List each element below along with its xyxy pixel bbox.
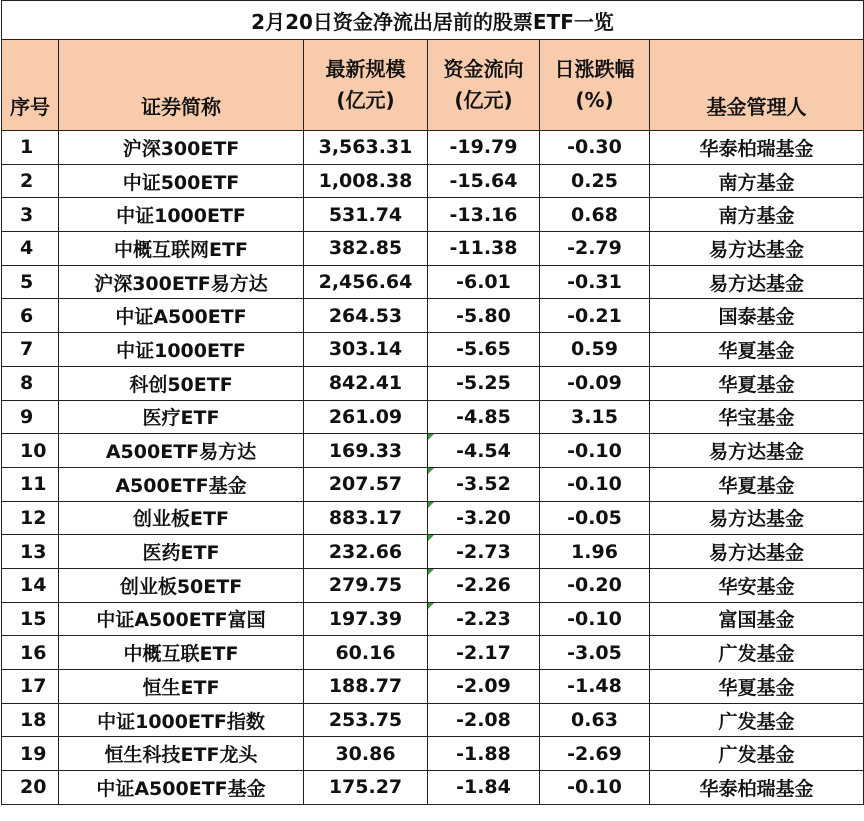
table-row bbox=[2, 636, 864, 670]
cell-manager: 易方达基金 bbox=[650, 265, 864, 299]
table-row bbox=[2, 299, 864, 333]
header-change-line2: (%) bbox=[575, 88, 614, 112]
cell-manager: 广发基金 bbox=[650, 636, 864, 670]
cell-seq: 7 bbox=[2, 333, 59, 367]
header-name bbox=[59, 40, 304, 131]
cell-flow: -6.01 bbox=[428, 265, 540, 299]
cell-flow: -19.79 bbox=[428, 131, 540, 165]
cell-seq: 15 bbox=[2, 602, 59, 636]
cell-manager: 华夏基金 bbox=[650, 670, 864, 704]
table-row bbox=[2, 535, 864, 569]
table-title: 2月20日资金净流出居前的股票ETF一览 bbox=[2, 1, 864, 40]
cell-scale: 279.75 bbox=[304, 568, 428, 602]
cell-scale: 264.53 bbox=[304, 299, 428, 333]
cell-seq: 1 bbox=[2, 131, 59, 165]
cell-flow: -13.16 bbox=[428, 198, 540, 232]
cell-seq: 5 bbox=[2, 265, 59, 299]
table-row bbox=[2, 670, 864, 704]
cell-name: 科创50ETF bbox=[59, 366, 304, 400]
cell-manager: 易方达基金 bbox=[650, 501, 864, 535]
cell-flow: -2.26 bbox=[428, 568, 540, 602]
cell-name: 医药ETF bbox=[59, 535, 304, 569]
cell-name: 中证A500ETF富国 bbox=[59, 602, 304, 636]
cell-name: 创业板50ETF bbox=[59, 568, 304, 602]
cell-seq: 3 bbox=[2, 198, 59, 232]
cell-flow: -2.08 bbox=[428, 703, 540, 737]
cell-flow: -15.64 bbox=[428, 164, 540, 198]
cell-flow: -2.17 bbox=[428, 636, 540, 670]
table-row bbox=[2, 400, 864, 434]
cell-change: -2.69 bbox=[540, 737, 650, 771]
cell-manager: 南方基金 bbox=[650, 164, 864, 198]
cell-name: 沪深300ETF易方达 bbox=[59, 265, 304, 299]
cell-flow: -4.54 bbox=[428, 434, 540, 468]
table-row bbox=[2, 434, 864, 468]
cell-seq: 16 bbox=[2, 636, 59, 670]
table-row bbox=[2, 467, 864, 501]
table-row bbox=[2, 164, 864, 198]
cell-manager: 华夏基金 bbox=[650, 366, 864, 400]
cell-change: -0.10 bbox=[540, 467, 650, 501]
header-flow-line2: (亿元) bbox=[454, 88, 513, 112]
cell-seq: 12 bbox=[2, 501, 59, 535]
cell-change: -0.31 bbox=[540, 265, 650, 299]
table-row bbox=[2, 131, 864, 165]
cell-change: 1.96 bbox=[540, 535, 650, 569]
cell-name: 中证1000ETF bbox=[59, 198, 304, 232]
cell-seq: 19 bbox=[2, 737, 59, 771]
cell-manager: 华泰柏瑞基金 bbox=[650, 771, 864, 805]
cell-scale: 883.17 bbox=[304, 501, 428, 535]
cell-change: -0.10 bbox=[540, 771, 650, 805]
cell-scale: 842.41 bbox=[304, 366, 428, 400]
cell-scale: 30.86 bbox=[304, 737, 428, 771]
cell-change: -0.21 bbox=[540, 299, 650, 333]
cell-manager: 华夏基金 bbox=[650, 333, 864, 367]
header-row bbox=[2, 40, 864, 131]
title-row bbox=[2, 1, 864, 40]
cell-name: 恒生ETF bbox=[59, 670, 304, 704]
cell-seq: 4 bbox=[2, 232, 59, 266]
cell-scale: 1,008.38 bbox=[304, 164, 428, 198]
cell-manager: 南方基金 bbox=[650, 198, 864, 232]
cell-scale: 2,456.64 bbox=[304, 265, 428, 299]
cell-change: 3.15 bbox=[540, 400, 650, 434]
cell-scale: 60.16 bbox=[304, 636, 428, 670]
cell-change: -0.05 bbox=[540, 501, 650, 535]
cell-scale: 169.33 bbox=[304, 434, 428, 468]
cell-manager: 华宝基金 bbox=[650, 400, 864, 434]
cell-seq: 10 bbox=[2, 434, 59, 468]
cell-manager: 华夏基金 bbox=[650, 467, 864, 501]
cell-flow: -5.25 bbox=[428, 366, 540, 400]
cell-name: 中概互联ETF bbox=[59, 636, 304, 670]
cell-change: 0.63 bbox=[540, 703, 650, 737]
cell-seq: 9 bbox=[2, 400, 59, 434]
cell-change: 0.59 bbox=[540, 333, 650, 367]
cell-seq: 18 bbox=[2, 703, 59, 737]
etf-outflow-table bbox=[1, 0, 864, 805]
cell-scale: 531.74 bbox=[304, 198, 428, 232]
header-seq-label: 序号 bbox=[10, 94, 50, 119]
cell-scale: 303.14 bbox=[304, 333, 428, 367]
cell-change: -0.10 bbox=[540, 434, 650, 468]
table-row bbox=[2, 771, 864, 805]
table-row bbox=[2, 366, 864, 400]
cell-manager: 华泰柏瑞基金 bbox=[650, 131, 864, 165]
header-change-line1: 日涨跌幅 bbox=[554, 57, 635, 81]
cell-seq: 2 bbox=[2, 164, 59, 198]
header-change bbox=[540, 40, 650, 131]
header-name-label: 证券简称 bbox=[141, 94, 221, 119]
table-row bbox=[2, 568, 864, 602]
cell-flow: -2.09 bbox=[428, 670, 540, 704]
cell-flow: -1.88 bbox=[428, 737, 540, 771]
cell-scale: 197.39 bbox=[304, 602, 428, 636]
cell-name: A500ETF易方达 bbox=[59, 434, 304, 468]
cell-flow: -2.23 bbox=[428, 602, 540, 636]
cell-name: 中证1000ETF bbox=[59, 333, 304, 367]
table-row bbox=[2, 198, 864, 232]
cell-manager: 易方达基金 bbox=[650, 232, 864, 266]
cell-flow: -11.38 bbox=[428, 232, 540, 266]
cell-seq: 17 bbox=[2, 670, 59, 704]
header-flow-line1: 资金流向 bbox=[443, 57, 524, 81]
cell-manager: 富国基金 bbox=[650, 602, 864, 636]
cell-flow: -2.73 bbox=[428, 535, 540, 569]
table-body bbox=[2, 131, 864, 805]
cell-seq: 13 bbox=[2, 535, 59, 569]
cell-name: 中证500ETF bbox=[59, 164, 304, 198]
table-row bbox=[2, 501, 864, 535]
cell-seq: 14 bbox=[2, 568, 59, 602]
table-row bbox=[2, 703, 864, 737]
cell-name: 中概互联网ETF bbox=[59, 232, 304, 266]
cell-change: -1.48 bbox=[540, 670, 650, 704]
cell-flow: -5.65 bbox=[428, 333, 540, 367]
cell-scale: 3,563.31 bbox=[304, 131, 428, 165]
cell-scale: 382.85 bbox=[304, 232, 428, 266]
header-scale bbox=[304, 40, 428, 131]
cell-name: 医疗ETF bbox=[59, 400, 304, 434]
cell-name: 中证A500ETF bbox=[59, 299, 304, 333]
cell-manager: 易方达基金 bbox=[650, 535, 864, 569]
cell-scale: 232.66 bbox=[304, 535, 428, 569]
header-flow bbox=[428, 40, 540, 131]
cell-flow: -5.80 bbox=[428, 299, 540, 333]
cell-name: 恒生科技ETF龙头 bbox=[59, 737, 304, 771]
cell-change: -0.30 bbox=[540, 131, 650, 165]
cell-manager: 广发基金 bbox=[650, 703, 864, 737]
cell-flow: -3.20 bbox=[428, 501, 540, 535]
cell-scale: 188.77 bbox=[304, 670, 428, 704]
cell-manager: 广发基金 bbox=[650, 737, 864, 771]
cell-change: 0.68 bbox=[540, 198, 650, 232]
cell-scale: 207.57 bbox=[304, 467, 428, 501]
cell-change: -0.09 bbox=[540, 366, 650, 400]
cell-change: -0.20 bbox=[540, 568, 650, 602]
cell-seq: 6 bbox=[2, 299, 59, 333]
cell-scale: 261.09 bbox=[304, 400, 428, 434]
cell-manager: 华安基金 bbox=[650, 568, 864, 602]
table-row bbox=[2, 232, 864, 266]
cell-name: A500ETF基金 bbox=[59, 467, 304, 501]
cell-manager: 国泰基金 bbox=[650, 299, 864, 333]
cell-change: -3.05 bbox=[540, 636, 650, 670]
header-manager-label: 基金管理人 bbox=[706, 94, 807, 119]
header-scale-line1: 最新规模 bbox=[325, 57, 406, 81]
table-row bbox=[2, 265, 864, 299]
table-row bbox=[2, 333, 864, 367]
cell-change: -0.10 bbox=[540, 602, 650, 636]
cell-name: 中证1000ETF指数 bbox=[59, 703, 304, 737]
cell-name: 创业板ETF bbox=[59, 501, 304, 535]
header-scale-line2: (亿元) bbox=[336, 88, 395, 112]
cell-name: 中证A500ETF基金 bbox=[59, 771, 304, 805]
cell-seq: 11 bbox=[2, 467, 59, 501]
header-seq bbox=[2, 40, 59, 131]
cell-change: -2.79 bbox=[540, 232, 650, 266]
etf-outflow-sheet bbox=[1, 0, 863, 805]
table-row bbox=[2, 602, 864, 636]
cell-flow: -1.84 bbox=[428, 771, 540, 805]
cell-name: 沪深300ETF bbox=[59, 131, 304, 165]
header-manager bbox=[650, 40, 864, 131]
cell-scale: 253.75 bbox=[304, 703, 428, 737]
cell-flow: -4.85 bbox=[428, 400, 540, 434]
table-row bbox=[2, 737, 864, 771]
cell-seq: 8 bbox=[2, 366, 59, 400]
cell-flow: -3.52 bbox=[428, 467, 540, 501]
cell-change: 0.25 bbox=[540, 164, 650, 198]
cell-scale: 175.27 bbox=[304, 771, 428, 805]
cell-seq: 20 bbox=[2, 771, 59, 805]
cell-manager: 易方达基金 bbox=[650, 434, 864, 468]
